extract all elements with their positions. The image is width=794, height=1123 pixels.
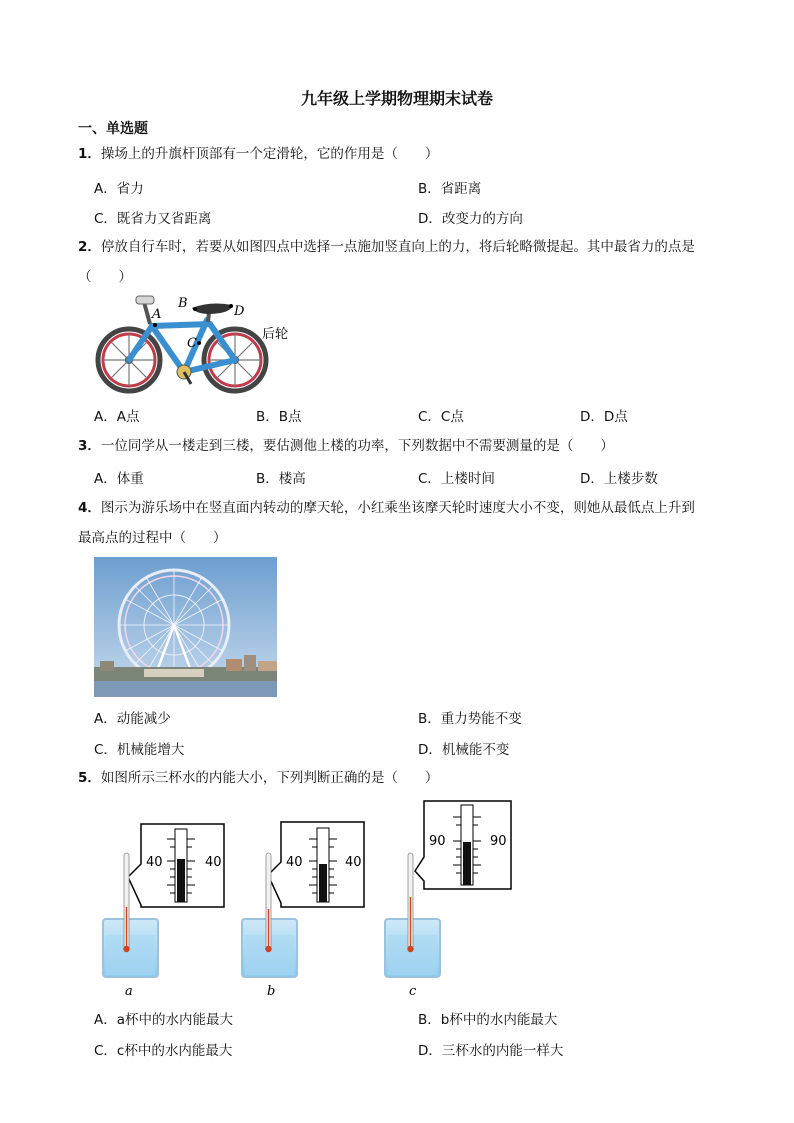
q4-option-d[interactable]: D．机械能不变 bbox=[418, 742, 510, 758]
scale-label-left-a: 40 bbox=[146, 855, 163, 870]
point-label-a: A bbox=[152, 307, 162, 322]
point-label-c: C bbox=[187, 336, 197, 351]
bicycle-frame bbox=[129, 320, 235, 372]
point-label-b: B bbox=[178, 296, 188, 311]
question-1 bbox=[78, 143, 438, 165]
q5-option-a[interactable]: A．a杯中的水内能最大 bbox=[94, 1012, 234, 1028]
cup-a bbox=[103, 824, 224, 999]
question-4 bbox=[78, 497, 695, 519]
cup-label-a: a bbox=[125, 984, 133, 999]
point-b-marker bbox=[193, 307, 197, 311]
q2-option-c[interactable]: C．C点 bbox=[418, 409, 464, 425]
ferris-wheel-photo bbox=[94, 557, 277, 697]
q4-option-a[interactable]: A．动能减少 bbox=[94, 711, 171, 727]
q4-option-b[interactable]: B．重力势能不变 bbox=[418, 711, 522, 727]
point-c-marker bbox=[197, 341, 201, 345]
thermometer-zoom-a bbox=[128, 824, 224, 907]
ferris-wheel bbox=[119, 570, 229, 680]
cup-label-b: b bbox=[267, 984, 276, 999]
q3-option-a[interactable]: A．体重 bbox=[94, 471, 144, 487]
question-text: 图示为游乐场中在竖直面内转动的摩天轮，小红乘坐该摩天轮时速度大小不变，则她从最低点上升到 bbox=[100, 500, 695, 516]
cup-label-c: c bbox=[409, 984, 417, 999]
q2-option-b[interactable]: B．B点 bbox=[256, 409, 302, 425]
scale-label-right-a: 40 bbox=[205, 855, 222, 870]
question-number: 4． bbox=[78, 500, 101, 516]
water bbox=[94, 681, 277, 697]
question-text: 一位同学从一楼走到三楼，要估测他上楼的功率，下列数据中不需要测量的是（ ） bbox=[100, 438, 614, 454]
scale-label-left-c: 90 bbox=[429, 834, 446, 849]
q3-option-c[interactable]: C．上楼时间 bbox=[418, 471, 495, 487]
question-2 bbox=[78, 236, 695, 258]
question-number: 1． bbox=[78, 146, 101, 162]
scale-label-right-b: 40 bbox=[345, 855, 362, 870]
question-4-line2: 最高点的过程中（ ） bbox=[78, 530, 227, 546]
pedal-crank bbox=[177, 365, 191, 384]
thermometer-zoom-c bbox=[415, 801, 511, 889]
q5-option-b[interactable]: B．b杯中的水内能最大 bbox=[418, 1012, 558, 1028]
question-text: 如图所示三杯水的内能大小，下列判断正确的是（ ） bbox=[100, 770, 439, 786]
bicycle-figure bbox=[92, 292, 307, 400]
q1-option-d[interactable]: D．改变力的方向 bbox=[418, 211, 523, 227]
point-d-marker bbox=[229, 304, 233, 308]
question-2-line2: （ ） bbox=[78, 269, 132, 285]
q4-option-c[interactable]: C．机械能增大 bbox=[94, 742, 185, 758]
question-5 bbox=[78, 767, 438, 789]
q3-option-b[interactable]: B．楼高 bbox=[256, 471, 306, 487]
saddle bbox=[192, 304, 232, 322]
cup-c bbox=[385, 801, 511, 999]
q2-option-d[interactable]: D．D点 bbox=[580, 409, 628, 425]
question-number: 5． bbox=[78, 770, 101, 786]
page-title: 九年级上学期物理期末试卷 bbox=[300, 89, 493, 108]
q1-option-b[interactable]: B．省距离 bbox=[418, 181, 482, 197]
section-heading: 一、单选题 bbox=[78, 121, 148, 137]
q1-option-a[interactable]: A．省力 bbox=[94, 181, 144, 197]
cup-b bbox=[242, 822, 364, 999]
thermometer-zoom-b bbox=[268, 822, 364, 907]
question-3 bbox=[78, 435, 614, 457]
q5-option-d[interactable]: D．三杯水的内能一样大 bbox=[418, 1043, 564, 1059]
point-a-marker bbox=[153, 323, 157, 327]
point-label-d: D bbox=[234, 304, 245, 319]
question-number: 2． bbox=[78, 239, 101, 255]
q2-option-a[interactable]: A．A点 bbox=[94, 409, 140, 425]
q5-option-c[interactable]: C．c杯中的水内能最大 bbox=[94, 1043, 233, 1059]
question-text: 停放自行车时，若要从如图四点中选择一点施加竖直向上的力，将后轮略微提起。其中最省力的点是 bbox=[100, 239, 695, 255]
scale-label-left-b: 40 bbox=[286, 855, 303, 870]
q3-option-d[interactable]: D．上楼步数 bbox=[580, 471, 658, 487]
beakers-figure bbox=[90, 797, 520, 1000]
q1-option-c[interactable]: C．既省力又省距离 bbox=[94, 211, 212, 227]
scale-label-right-c: 90 bbox=[490, 834, 507, 849]
question-number: 3． bbox=[78, 438, 101, 454]
rear-wheel-label: 后轮 bbox=[262, 327, 289, 342]
question-text: 操场上的升旗杆顶部有一个定滑轮，它的作用是（ ） bbox=[100, 146, 439, 162]
